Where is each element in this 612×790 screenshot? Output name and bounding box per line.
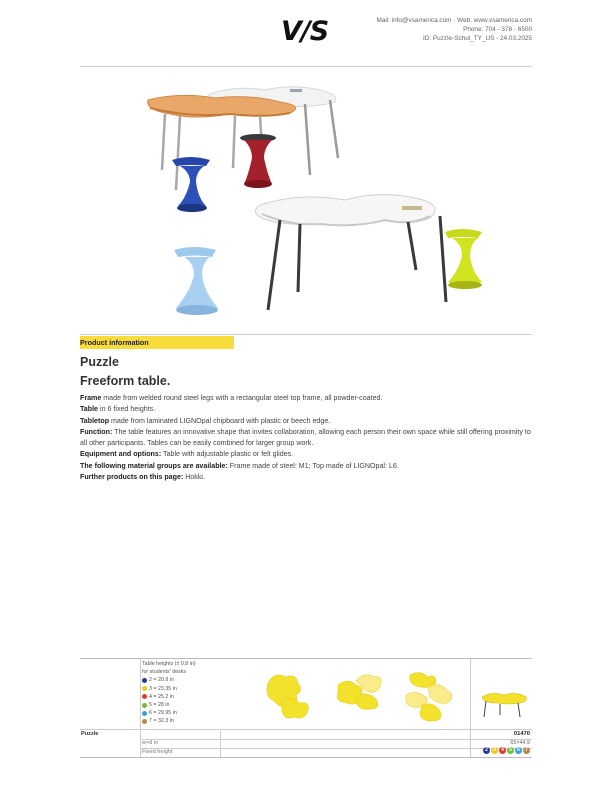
height-legend-label: 3 = 23.35 in: [149, 685, 177, 692]
desc-materials: The following material groups are available: Frame made of steel: M1; Top made of LIGNOpal: L6.: [80, 461, 399, 470]
product-heading: [80, 354, 170, 390]
height-legend-label: 5 = 28 in: [149, 702, 170, 709]
color-dot-icon: [142, 711, 147, 716]
height-legend: [142, 660, 196, 726]
red-stool: [240, 134, 276, 188]
table-divider: [80, 729, 532, 730]
height-code-badge: 2: [483, 747, 490, 754]
section-divider: [80, 334, 532, 335]
lime-stool: [445, 229, 482, 289]
article-number: 01470: [513, 731, 530, 737]
height-code-badge: 6: [515, 747, 522, 754]
product-title: Puzzle: [80, 355, 119, 369]
table-divider: [140, 659, 141, 757]
dimensions-label: w×d in: [142, 740, 159, 746]
legend-subtitle: for students' desks: [142, 669, 186, 676]
height-legend-label: 2 = 20.9 in: [149, 677, 174, 684]
product-description: [80, 393, 532, 483]
six-table-config: [406, 672, 452, 721]
table-divider: [470, 659, 471, 757]
height-legend-item: [142, 685, 196, 693]
height-legend-item: [142, 676, 196, 684]
height-code-badge: 5: [507, 747, 514, 754]
height-legend-item: [142, 693, 196, 701]
height-legend-item: [142, 717, 196, 725]
front-white-table: [255, 194, 446, 310]
header-divider: [80, 66, 532, 67]
product-photo: [140, 80, 500, 330]
brand-logo: V/S: [281, 16, 329, 47]
table-divider: [140, 739, 532, 740]
contact-block: [376, 16, 532, 44]
configuration-diagrams: [260, 665, 470, 727]
color-dot-icon: [142, 719, 147, 724]
color-dot-icon: [142, 694, 147, 699]
height-code-badge: 7: [523, 747, 530, 754]
product-thumbnail: [478, 687, 530, 721]
height-options: [483, 747, 530, 754]
height-legend-label: 7 = 32.3 in: [149, 718, 174, 725]
single-table-config: [267, 675, 308, 718]
height-legend-item: [142, 701, 196, 709]
desc-frame: Frame made from welded round steel legs with a rectangular steel top frame, all powder-coated.: [80, 394, 383, 402]
orange-table: [148, 95, 296, 190]
fixed-height-label: Fixed height: [142, 749, 173, 755]
blue-stool: [172, 157, 210, 212]
desc-further-products: Further products on this page: Hokki.: [80, 473, 205, 482]
desc-tabletop: Tabletop made from laminated LIGNOpal chipboard with plastic or beech edge.: [80, 416, 331, 425]
desc-function: Function: The table features an innovative shape that invites collaboration, allowing each person their own space while still offering proximity to all other participants. Tables can be easily combined for larger group work.: [80, 427, 531, 448]
contact-phone: Phone: 704 - 378 - 6500: [463, 26, 532, 34]
dimensions-value: 65×44.9: [510, 740, 530, 746]
height-legend-item: [142, 709, 196, 717]
section-tag: Product information: [80, 336, 234, 349]
three-table-config: [337, 675, 381, 710]
color-dot-icon: [142, 678, 147, 683]
height-code-badge: 4: [499, 747, 506, 754]
height-legend-label: 6 = 29.95 in: [149, 710, 177, 717]
height-legend-label: 4 = 25.2 in: [149, 693, 174, 700]
table-divider: [140, 748, 532, 749]
desc-equipment: Equipment and options: Table with adjustable plastic or felt glides.: [80, 450, 294, 459]
color-dot-icon: [142, 686, 147, 691]
color-dot-icon: [142, 703, 147, 708]
product-subtitle: Freeform table.: [80, 374, 171, 388]
table-divider: [220, 731, 221, 757]
height-code-badge: 3: [491, 747, 498, 754]
contact-mail-web: Mail: info@vsamerica.com · Web: www.vsamerica.com: [376, 17, 532, 24]
light-blue-stool: [174, 247, 218, 315]
legend-title: Table heights (± 0.8 in): [142, 661, 196, 667]
spec-table: [80, 658, 532, 758]
product-name-cell: Puzzle: [81, 731, 99, 737]
document-id: ID: Puzzle-Schul_TY_US - 24.03.2025: [422, 35, 532, 43]
desc-table: Table in 6 fixed heights.: [80, 405, 156, 414]
